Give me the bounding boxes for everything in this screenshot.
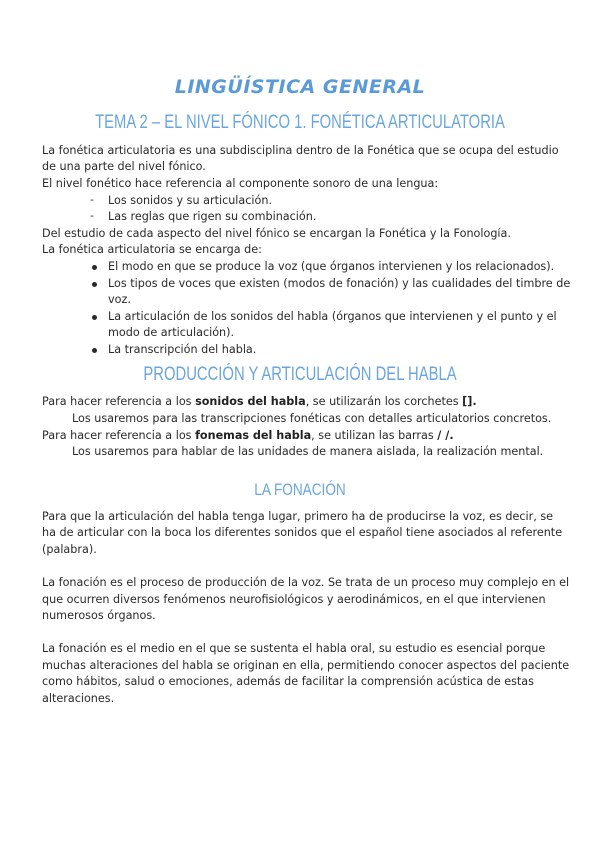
fonemas-term: fonemas del habla — [195, 429, 312, 442]
sonidos-term: sonidos del habla — [195, 395, 306, 408]
produccion-line-1: Para hacer referencia a los sonidos del habla, se utilizarán los corchetes []. — [42, 395, 477, 408]
bullet-item-cont: voz. — [108, 293, 131, 306]
intro-line-2: de una parte del nivel fónico. — [42, 160, 206, 173]
intro-line-5: La fonética articulatoria se encarga de: — [42, 243, 262, 256]
produccion-line-3: Para hacer referencia a los fonemas del habla, se utilizan las barras / /. — [42, 429, 454, 442]
fonacion-para3-line: alteraciones. — [42, 692, 115, 705]
bullet-item: El modo en que se produce la voz (que órganos intervienen y los relacionados). — [108, 260, 555, 273]
bullet-dot — [92, 282, 97, 287]
fonacion-para2-line: que ocurren diversos fenómenos neurofisiológicos y aerodinámicos, en el que intervienen — [42, 593, 546, 606]
dash-marker: - — [90, 209, 94, 222]
barras-symbol: / /. — [437, 429, 454, 442]
bullet-item: Los tipos de voces que existen (modos de fonación) y las cualidades del timbre de — [108, 277, 571, 290]
fonacion-heading: LA FONACIÓN — [254, 480, 346, 499]
fonacion-para1-line: ha de articular con la boca los diferentes sonidos que el español tiene asociados al referente — [42, 526, 563, 539]
dash-item: Los sonidos y su articulación. — [108, 194, 273, 207]
bullet-item: La articulación de los sonidos del habla (órganos que intervienen y el punto y el — [108, 310, 557, 323]
fonacion-para3-line: La fonación es el medio en el que se sustenta el habla oral, su estudio es esencial porque — [42, 642, 546, 655]
document-title: LINGÜÍSTICA GENERAL — [174, 76, 426, 98]
fonacion-para1-line: Para que la articulación del habla tenga lugar, primero ha de producirse la voz, es decir, se — [42, 510, 554, 523]
corchetes-symbol: []. — [462, 395, 477, 408]
tema-heading: TEMA 2 – EL NIVEL FÓNICO 1. FONÉTICA ARTICULATORIA — [95, 112, 505, 133]
dash-marker: - — [90, 193, 94, 206]
bullet-dot — [92, 315, 97, 320]
produccion-line-4: Los usaremos para hablar de las unidades de manera aislada, la realización mental. — [72, 445, 544, 458]
dash-item: Las reglas que rigen su combinación. — [108, 210, 317, 223]
produccion-heading: PRODUCCIÓN Y ARTICULACIÓN DEL HABLA — [143, 364, 457, 385]
fonacion-para3-line: como hábitos, salud o emociones, además de facilitar la comprensión acústica de estas — [42, 675, 534, 688]
intro-line-1: La fonética articulatoria es una subdisciplina dentro de la Fonética que se ocupa del estudio — [42, 144, 559, 157]
bullet-dot — [92, 348, 97, 353]
bullet-item-cont: modo de articulación). — [108, 326, 235, 339]
fonacion-para1-line: (palabra). — [42, 543, 97, 556]
bullet-item: La transcripción del habla. — [108, 343, 257, 356]
fonacion-para2-line: numerosos órganos. — [42, 609, 156, 622]
intro-line-4: Del estudio de cada aspecto del nivel fónico se encargan la Fonética y la Fonología. — [42, 227, 511, 240]
produccion-line-2: Los usaremos para las transcripciones fonéticas con detalles articulatorios concretos. — [72, 412, 552, 425]
bullet-dot — [92, 265, 97, 270]
fonacion-para2-line: La fonación es el proceso de producción de la voz. Se trata de un proceso muy complejo en el — [42, 576, 570, 589]
fonacion-para3-line: muchas alteraciones del habla se originan en ella, permitiendo conocer aspectos del paciente — [42, 659, 570, 672]
intro-line-3: El nivel fonético hace referencia al componente sonoro de una lengua: — [42, 177, 439, 190]
